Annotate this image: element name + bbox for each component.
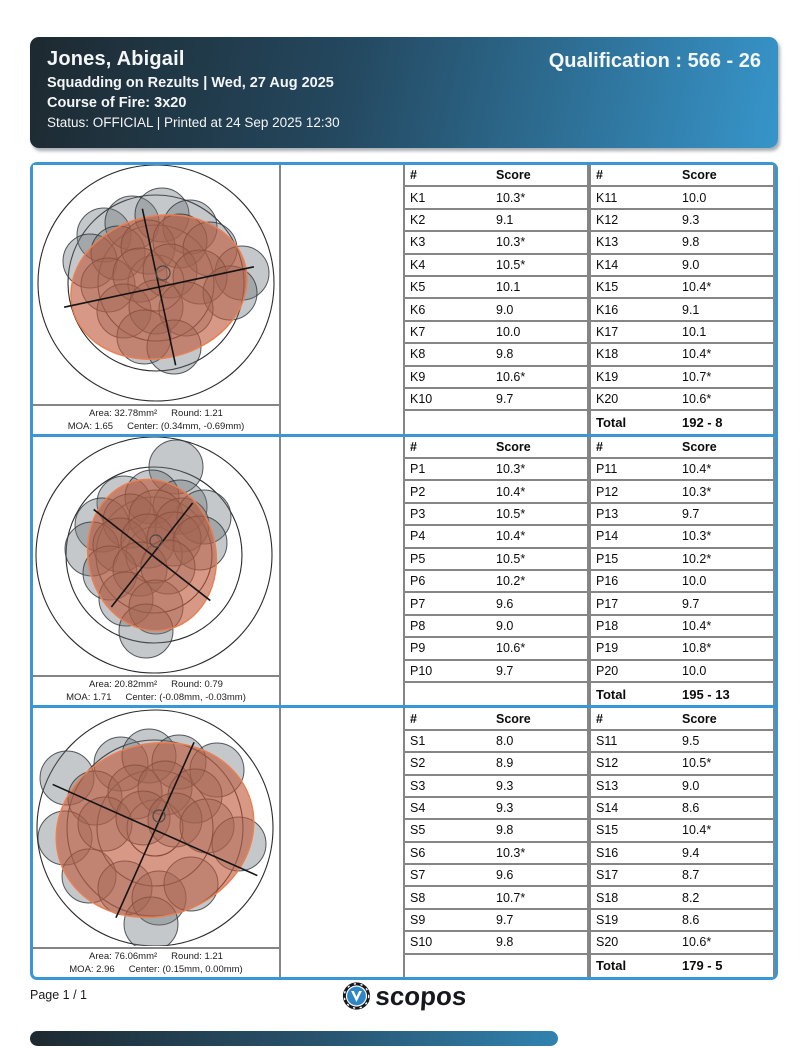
spacer-column: [281, 165, 403, 434]
table-row: [405, 232, 587, 254]
table-row: [591, 798, 773, 820]
shot-number: P6: [410, 574, 426, 589]
shot-number: S3: [410, 778, 426, 793]
shot-number: K16: [596, 302, 619, 317]
shot-number: K7: [410, 324, 426, 339]
table-row: [405, 210, 587, 232]
shot-number: S11: [596, 733, 618, 748]
shot-score: 10.1: [682, 324, 707, 339]
shot-score: 10.5*: [496, 507, 526, 522]
shot-score: 9.7: [496, 663, 514, 678]
table-header-row: [591, 165, 773, 187]
shot-score: 8.7: [682, 868, 700, 883]
shot-score: 9.6: [496, 596, 514, 611]
shot-number: K5: [410, 280, 426, 295]
shot-number: P11: [596, 462, 618, 477]
shot-number: S8: [410, 890, 426, 905]
table-row: [591, 776, 773, 798]
content-frame: [30, 162, 778, 980]
target-stats-line2: [33, 963, 279, 976]
shot-number: P2: [410, 484, 426, 499]
filler-row: [405, 955, 587, 977]
section-K: [33, 165, 775, 434]
target-panel: [33, 708, 281, 977]
table-row: [591, 344, 773, 366]
table-header-row: [405, 165, 587, 187]
column-header-score: Score: [682, 168, 717, 183]
total-value: 195 - 13: [682, 686, 730, 702]
table-row: [591, 504, 773, 526]
shot-number: K12: [596, 212, 619, 227]
table-row: [591, 389, 773, 411]
column-header-number: #: [410, 439, 417, 454]
shot-score: 10.7*: [496, 890, 526, 905]
shot-number: S5: [410, 823, 426, 838]
table-row: [405, 932, 587, 954]
shot-number: S17: [596, 868, 619, 883]
table-row: [405, 820, 587, 842]
shot-number: K20: [596, 392, 619, 407]
table-row: [591, 299, 773, 321]
table-row: [405, 549, 587, 571]
table-header-row: [591, 708, 773, 730]
table-row: [405, 481, 587, 503]
stat-center: Center: (-0.08mm, -0.03mm): [125, 692, 246, 704]
shot-number: S2: [410, 756, 426, 771]
target-stats-line1: [33, 950, 279, 963]
shot-number: K18: [596, 347, 619, 362]
shot-score: 10.4*: [682, 823, 712, 838]
filler-row: [405, 411, 587, 433]
shot-number: K8: [410, 347, 426, 362]
table-row: [405, 910, 587, 932]
column-header-score: Score: [496, 168, 531, 183]
shot-number: P12: [596, 484, 619, 499]
table-row: [591, 367, 773, 389]
shot-number: S15: [596, 823, 619, 838]
shot-number: P15: [596, 551, 619, 566]
shot-score: 9.5: [682, 733, 700, 748]
shot-score: 10.5*: [496, 257, 526, 272]
target-panel: [33, 437, 281, 706]
stat-area: Area: 32.78mm²: [89, 407, 158, 419]
table-row: [591, 459, 773, 481]
shot-score: 8.0: [496, 733, 514, 748]
target-stats: [33, 675, 279, 705]
shot-score: 8.6: [682, 913, 700, 928]
column-header-number: #: [410, 168, 417, 183]
shot-score: 10.3*: [682, 484, 712, 499]
table-row: [591, 887, 773, 909]
shot-score: 9.8: [496, 347, 514, 362]
shot-number: K11: [596, 190, 618, 205]
shot-score: 10.4*: [496, 529, 526, 544]
table-row: [591, 187, 773, 209]
shot-number: K17: [596, 324, 619, 339]
table-row: [405, 277, 587, 299]
shot-number: P1: [410, 462, 426, 477]
table-header-row: [405, 708, 587, 730]
shot-number: S12: [596, 756, 619, 771]
shot-score: 10.2*: [682, 551, 712, 566]
column-header-number: #: [596, 711, 603, 726]
shot-score: 9.0: [496, 302, 514, 317]
shot-number: K15: [596, 280, 619, 295]
table-row: [591, 820, 773, 842]
shot-number: K6: [410, 302, 426, 317]
table-row: [591, 753, 773, 775]
table-row: [405, 798, 587, 820]
table-row: [591, 526, 773, 548]
stat-area: Area: 20.82mm²: [89, 679, 158, 691]
shot-number: P5: [410, 551, 426, 566]
shot-score: 10.6*: [682, 935, 712, 950]
target-plot-area: [33, 165, 279, 404]
total-label: Total: [596, 958, 627, 974]
shot-score: 10.2*: [496, 574, 526, 589]
table-row: [405, 887, 587, 909]
table-row: [591, 232, 773, 254]
shot-score: 10.8*: [682, 641, 712, 656]
shot-number: S14: [596, 801, 619, 816]
shot-number: S10: [410, 935, 433, 950]
shot-score: 10.6*: [496, 641, 526, 656]
shot-score: 10.3*: [496, 462, 526, 477]
table-row: [591, 865, 773, 887]
shot-number: P3: [410, 507, 426, 522]
table-row: [405, 504, 587, 526]
table-row: [591, 731, 773, 753]
table-row: [405, 638, 587, 660]
shot-score: 10.6*: [496, 369, 526, 384]
shot-number: S4: [410, 801, 426, 816]
column-header-score: Score: [682, 711, 717, 726]
table-row: [591, 322, 773, 344]
table-row: [405, 459, 587, 481]
score-table: [403, 708, 589, 977]
shot-score: 10.4*: [682, 347, 712, 362]
section-S: [33, 705, 775, 977]
total-label: Total: [596, 414, 627, 430]
shot-score: 10.3*: [496, 235, 526, 250]
shot-score: 10.1: [496, 280, 521, 295]
bottom-accent-bar: [30, 1031, 558, 1046]
shot-number: P14: [596, 529, 619, 544]
table-row: [405, 616, 587, 638]
column-header-number: #: [596, 439, 603, 454]
shot-score: 10.4*: [682, 462, 712, 477]
shot-score: 9.6: [496, 868, 514, 883]
shot-score: 9.8: [682, 235, 700, 250]
shot-score: 9.3: [682, 212, 700, 227]
table-row: [591, 932, 773, 954]
column-header-number: #: [410, 711, 417, 726]
table-row: [405, 255, 587, 277]
shot-score: 9.4: [682, 845, 700, 860]
table-row: [591, 210, 773, 232]
table-row: [405, 187, 587, 209]
total-row: [591, 683, 773, 705]
shot-number: K2: [410, 212, 426, 227]
stat-round: Round: 0.79: [171, 679, 223, 691]
shot-number: S6: [410, 845, 426, 860]
table-row: [405, 322, 587, 344]
event-line: Squadding on Rezults | Wed, 27 Aug 2025: [47, 75, 334, 91]
shot-score: 10.3*: [682, 529, 712, 544]
shot-score: 9.3: [496, 778, 514, 793]
shot-score: 9.7: [496, 913, 514, 928]
target-plot-area: [33, 437, 279, 676]
target-stats-line1: [33, 678, 279, 691]
shot-score: 10.4*: [682, 618, 712, 633]
target-panel: [33, 165, 281, 434]
shot-number: S20: [596, 935, 619, 950]
shot-number: P18: [596, 618, 619, 633]
shot-number: K1: [410, 190, 426, 205]
total-row: [591, 411, 773, 433]
shot-score: 9.3: [496, 801, 514, 816]
shot-number: P4: [410, 529, 426, 544]
page-number: Page 1 / 1: [30, 988, 87, 1002]
table-row: [405, 299, 587, 321]
target-stats-line1: [33, 407, 279, 420]
stat-moa: MOA: 1.71: [66, 692, 112, 704]
shot-number: S19: [596, 913, 619, 928]
target-stats-line2: [33, 691, 279, 704]
section-P: [33, 434, 775, 706]
shot-number: S16: [596, 845, 619, 860]
scopos-logo: [341, 981, 466, 1011]
qualification-score: Qualification : 566 - 26: [548, 50, 761, 72]
table-header-row: [591, 437, 773, 459]
shot-number: P10: [410, 663, 433, 678]
shot-score: 9.8: [496, 935, 514, 950]
shot-score: 9.0: [682, 257, 700, 272]
table-row: [405, 389, 587, 411]
column-header-number: #: [596, 168, 603, 183]
shot-number: K3: [410, 235, 426, 250]
shot-score: 8.6: [682, 801, 700, 816]
table-row: [591, 843, 773, 865]
column-header-score: Score: [496, 439, 531, 454]
shot-score: 10.6*: [682, 392, 712, 407]
stat-center: Center: (0.15mm, 0.00mm): [128, 964, 243, 976]
target-stats: [33, 404, 279, 434]
table-row: [591, 638, 773, 660]
course-of-fire-line: Course of Fire: 3x20: [47, 95, 187, 111]
target-stats-line2: [33, 420, 279, 433]
shot-number: P8: [410, 618, 426, 633]
stat-center: Center: (0.34mm, -0.69mm): [127, 420, 245, 432]
stat-round: Round: 1.21: [171, 951, 223, 963]
table-row: [591, 616, 773, 638]
column-header-score: Score: [682, 439, 717, 454]
shot-score: 10.5*: [496, 551, 526, 566]
shot-number: P13: [596, 507, 619, 522]
table-row: [591, 910, 773, 932]
shot-number: S7: [410, 868, 426, 883]
shot-number: K9: [410, 369, 426, 384]
shot-score: 9.1: [682, 302, 700, 317]
target-stats: [33, 947, 279, 977]
shot-score: 9.1: [496, 212, 514, 227]
shot-number: S13: [596, 778, 619, 793]
shot-score: 8.9: [496, 756, 514, 771]
spacer-column: [281, 708, 403, 977]
shot-score: 10.3*: [496, 190, 526, 205]
spacer-column: [281, 437, 403, 706]
score-table: [589, 708, 775, 977]
table-row: [405, 776, 587, 798]
stat-moa: MOA: 2.96: [69, 964, 115, 976]
table-row: [405, 661, 587, 683]
shot-score: 10.3*: [496, 845, 526, 860]
score-table: [589, 165, 775, 434]
shot-score: 10.4*: [682, 280, 712, 295]
shot-number: K13: [596, 235, 619, 250]
table-row: [591, 661, 773, 683]
total-value: 192 - 8: [682, 414, 723, 430]
report-header: [30, 37, 778, 148]
shot-score: 10.0: [682, 663, 707, 678]
shot-number: S18: [596, 890, 619, 905]
table-row: [591, 571, 773, 593]
target-plot-area: [33, 708, 279, 947]
shot-number: K19: [596, 369, 619, 384]
status-line: Status: OFFICIAL | Printed at 24 Sep 2025 12:30: [47, 115, 340, 130]
shot-number: P7: [410, 596, 426, 611]
shot-score: 9.8: [496, 823, 514, 838]
stat-area: Area: 76.06mm²: [89, 951, 158, 963]
table-row: [591, 277, 773, 299]
target-diagram: [33, 708, 279, 946]
shot-score: 10.0: [682, 190, 707, 205]
filler-row: [405, 683, 587, 705]
table-row: [405, 526, 587, 548]
shot-score: 9.0: [496, 618, 514, 633]
shot-score: 9.7: [682, 596, 700, 611]
shot-number: P20: [596, 663, 619, 678]
shot-number: P17: [596, 596, 619, 611]
athlete-name: Jones, Abigail: [47, 48, 185, 70]
scopos-wordmark: scopos: [374, 981, 468, 1011]
total-value: 179 - 5: [682, 958, 723, 974]
shot-number: K14: [596, 257, 619, 272]
shot-score: 9.7: [682, 507, 700, 522]
scopos-badge-icon: [341, 981, 371, 1011]
total-label: Total: [596, 686, 627, 702]
table-row: [591, 593, 773, 615]
shot-number: P16: [596, 574, 619, 589]
table-row: [405, 593, 587, 615]
table-row: [591, 255, 773, 277]
score-table: [403, 165, 589, 434]
table-row: [405, 843, 587, 865]
column-header-score: Score: [496, 711, 531, 726]
table-row: [405, 753, 587, 775]
table-row: [405, 865, 587, 887]
shot-score: 10.0: [496, 324, 521, 339]
table-row: [591, 481, 773, 503]
shot-score: 10.0: [682, 574, 707, 589]
table-row: [591, 549, 773, 571]
shot-number: P9: [410, 641, 426, 656]
shot-number: K10: [410, 392, 433, 407]
score-table: [589, 437, 775, 706]
table-row: [405, 344, 587, 366]
shot-score: 10.4*: [496, 484, 526, 499]
shot-number: S9: [410, 913, 426, 928]
shot-score: 8.2: [682, 890, 700, 905]
shot-score: 9.0: [682, 778, 700, 793]
table-row: [405, 571, 587, 593]
stat-moa: MOA: 1.65: [67, 420, 114, 432]
score-table: [403, 437, 589, 706]
table-header-row: [405, 437, 587, 459]
target-diagram: [33, 437, 279, 675]
shot-number: S1: [410, 733, 426, 748]
total-row: [591, 955, 773, 977]
shot-score: 10.5*: [682, 756, 712, 771]
stat-round: Round: 1.21: [171, 407, 223, 419]
table-row: [405, 731, 587, 753]
shot-number: P19: [596, 641, 619, 656]
shot-score: 10.7*: [682, 369, 712, 384]
table-row: [405, 367, 587, 389]
shot-number: K4: [410, 257, 426, 272]
target-diagram: [33, 165, 279, 403]
shot-score: 9.7: [496, 392, 514, 407]
